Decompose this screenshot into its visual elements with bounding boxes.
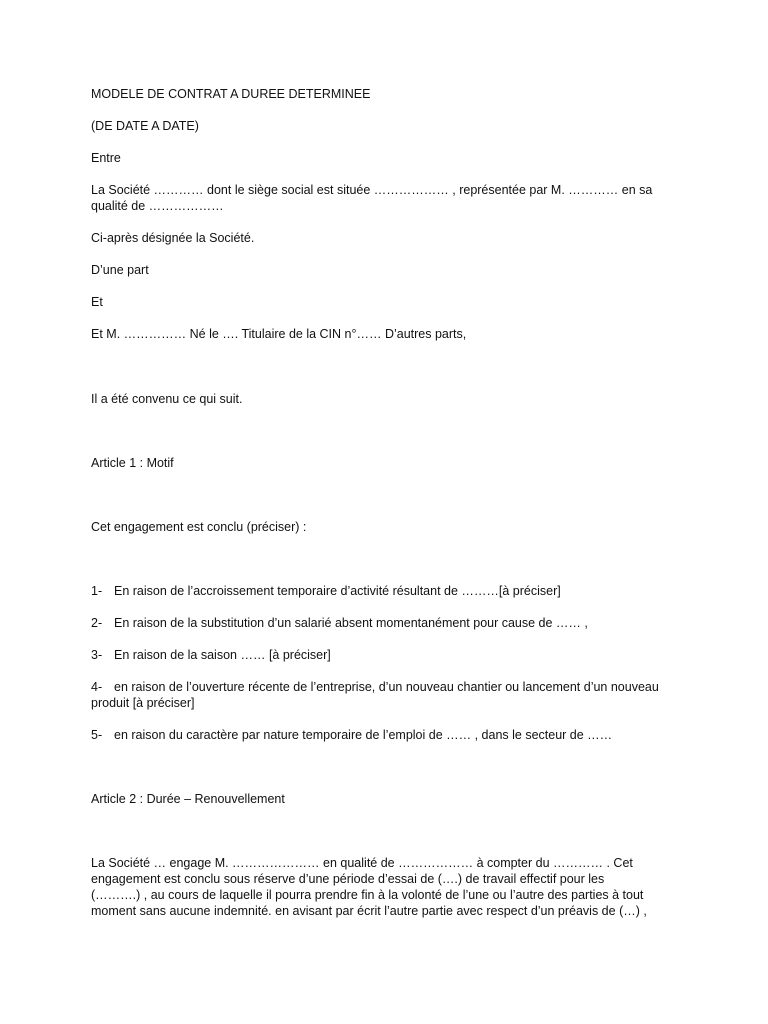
article-2-line-1: La Société … engage M. ………………… en qualité de ……………… à compter du ………… . Cet [91, 856, 633, 870]
article-1-title: Article 1 : Motif [91, 456, 174, 470]
societe-paragraph-line-1: La Société ………… dont le siège social est située ……………… , représentée par M. ………… en sa [91, 183, 653, 197]
societe-paragraph-line-2: qualité de ……………… [91, 199, 224, 213]
article-1-intro: Cet engagement est conclu (préciser) : [91, 520, 307, 534]
list-item-text: En raison de la saison …… [à préciser] [114, 648, 331, 662]
list-item-text: en raison du caractère par nature temporaire de l’emploi de …… , dans le secteur de …… [114, 728, 613, 742]
list-item-text: En raison de l’accroissement temporaire d’activité résultant de ………[à préciser] [114, 584, 561, 598]
list-item-number: 3- [91, 648, 103, 662]
article-2-title: Article 2 : Durée – Renouvellement [91, 792, 285, 806]
convenu-text: Il a été convenu ce qui suit. [91, 392, 243, 406]
document-title: MODELE DE CONTRAT A DUREE DETERMINEE [91, 87, 371, 101]
list-item-number: 2- [91, 616, 103, 630]
article-2-line-3: (……….) , au cours de laquelle il pourra prendre fin à la volonté de l’une ou l’autre des parties à tout [91, 888, 644, 902]
list-item [91, 679, 683, 695]
list-item-continuation: produit [à préciser] [91, 696, 195, 710]
article-2-line-2: engagement est conclu sous réserve d’une période d’essai de (….) de travail effectif pour les [91, 872, 605, 886]
list-item-number: 5- [91, 728, 103, 742]
list-item [91, 647, 683, 663]
et-monsieur-text: Et M. …………… Né le …. Titulaire de la CIN n°…… D’autres parts, [91, 327, 467, 341]
list-item-text: en raison de l’ouverture récente de l’entreprise, d’un nouveau chantier ou lancement d’un nouveau [114, 680, 659, 694]
designee-text: Ci-après désignée la Société. [91, 231, 255, 245]
une-part-text: D’une part [91, 263, 149, 277]
entre-text: Entre [91, 151, 121, 165]
list-item-text: En raison de la substitution d’un salarié absent momentanément pour cause de …… , [114, 616, 588, 630]
article-2-line-4: moment sans aucune indemnité. en avisant par écrit l’autre partie avec respect d’un préavis de (…) , [91, 904, 647, 918]
et-text: Et [91, 295, 103, 309]
document-subtitle: (DE DATE A DATE) [91, 119, 199, 133]
list-item [91, 583, 683, 599]
list-item [91, 615, 683, 631]
list-item-number: 4- [91, 680, 103, 694]
list-item-number: 1- [91, 584, 103, 598]
list-item [91, 727, 683, 743]
